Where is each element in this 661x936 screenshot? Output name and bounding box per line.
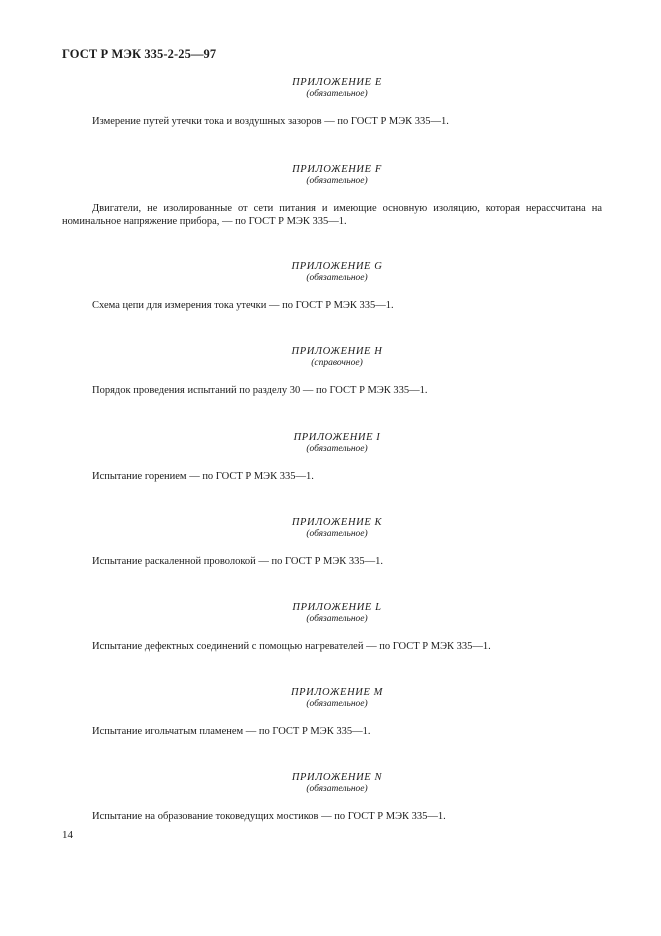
appendix-text: Измерение путей утечки тока и воздушных зазоров — по ГОСТ Р МЭК 335—1. xyxy=(92,116,449,127)
appendix-e xyxy=(62,77,602,129)
appendix-status: (обязательное) xyxy=(306,176,368,186)
appendix-title: ПРИЛОЖЕНИЕ I xyxy=(293,432,381,443)
appendix-title: ПРИЛОЖЕНИЕ Е xyxy=(292,77,382,88)
appendix-title: ПРИЛОЖЕНИЕ Н xyxy=(291,346,383,357)
appendix-title: ПРИЛОЖЕНИЕ F xyxy=(292,164,382,175)
appendix-title: ПРИЛОЖЕНИЕ М xyxy=(290,687,384,698)
document-header: ГОСТ Р МЭК 335-2-25—97 xyxy=(62,47,217,61)
appendix-text: Испытание дефектных соединений с помощью нагревателей — по ГОСТ Р МЭК 335—1. xyxy=(92,641,491,652)
appendix-status: (обязательное) xyxy=(306,444,368,454)
appendix-status: (обязательное) xyxy=(306,784,368,794)
appendix-status: (обязательное) xyxy=(306,699,368,709)
appendix-status: (обязательное) xyxy=(306,89,368,99)
appendix-title: ПРИЛОЖЕНИЕ N xyxy=(291,772,383,783)
appendix-text: Двигатели, не изолированные от сети питания и имеющие основную изоляцию, которая нерассчитана на номинальное напряжение прибора, — по ГОСТ Р МЭК 335—1. xyxy=(62,203,602,227)
appendix-text: Порядок проведения испытаний по разделу 30 — по ГОСТ Р МЭК 335—1. xyxy=(92,385,428,396)
appendix-h xyxy=(62,346,602,398)
appendix-status: (обязательное) xyxy=(306,273,368,283)
appendix-text: Испытание игольчатым пламенем — по ГОСТ Р МЭК 335—1. xyxy=(92,726,371,737)
appendix-title: ПРИЛОЖЕНИЕ К xyxy=(291,517,383,528)
appendix-f xyxy=(62,164,602,228)
appendix-l xyxy=(62,602,602,654)
appendix-text: Испытание горением — по ГОСТ Р МЭК 335—1. xyxy=(92,471,314,482)
appendix-status: (справочное) xyxy=(311,358,363,368)
appendix-n xyxy=(62,772,602,824)
appendix-status: (обязательное) xyxy=(306,614,368,624)
appendix-text: Испытание раскаленной проволокой — по ГОСТ Р МЭК 335—1. xyxy=(92,556,384,567)
appendix-text: Испытание на образование токоведущих мостиков — по ГОСТ Р МЭК 335—1. xyxy=(92,811,446,822)
appendix-g xyxy=(62,261,602,313)
appendix-title: ПРИЛОЖЕНИЕ G xyxy=(291,261,383,272)
appendix-k xyxy=(62,517,602,569)
appendix-title: ПРИЛОЖЕНИЕ L xyxy=(292,602,382,613)
page-number: 14 xyxy=(62,829,73,841)
appendix-text: Схема цепи для измерения тока утечки — по ГОСТ Р МЭК 335—1. xyxy=(92,300,394,311)
appendix-status: (обязательное) xyxy=(306,529,368,539)
appendix-m xyxy=(62,687,602,739)
appendix-i xyxy=(62,432,602,484)
